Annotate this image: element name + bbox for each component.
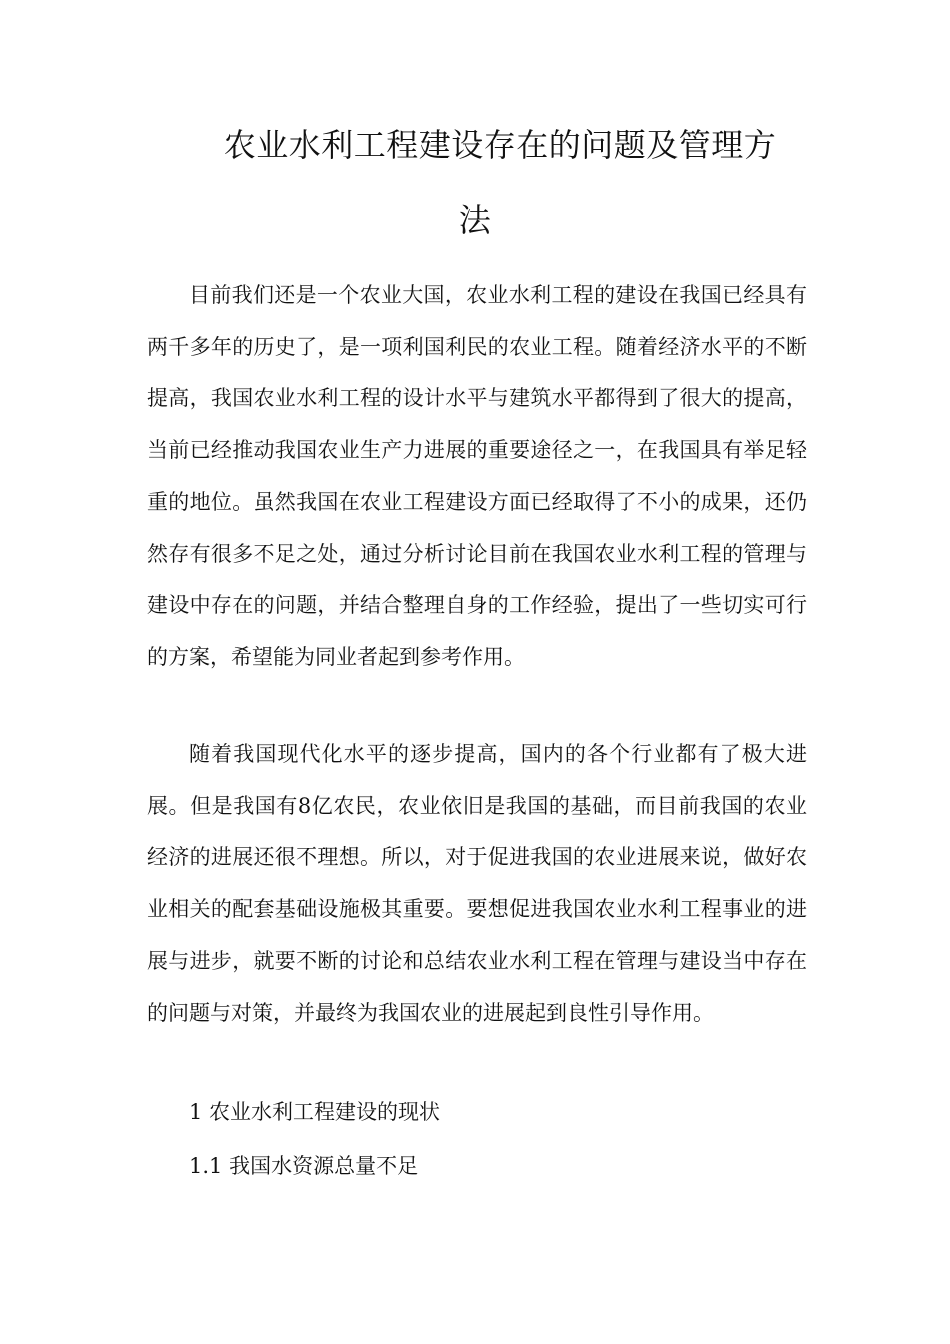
intro-paragraph: 目前我们还是一个农业大国，农业水利工程的建设在我国已经具有两千多年的历史了，是一项利国利民的农业工程。随着经济水平的不断提高，我国农业水利工程的设计水平与建筑水平都得到了很大的提高，当前已经推动我国农业生产力进展的重要途径之一，在我国具有举足轻重的地位。虽然我国在农业工程建设方面已经取得了不小的成果，还仍然存有很多不足之处，通过分析讨论目前在我国农业水利工程的管理与建设中存在的问题，并结合整理自身的工作经验，提出了一些切实可行的方案，希望能为同业者起到参考作用。 [147,283,807,669]
document-title-line2: 法 [458,201,492,239]
section-heading: 1 农业水利工程建设的现状 [189,1100,441,1124]
background-paragraph: 随着我国现代化水平的逐步提高，国内的各个行业都有了极大进展。但是我国有8亿农民，农业依旧是我国的基础，而目前我国的农业经济的进展还很不理想。所以，对于促进我国的农业进展来说，做好农业相关的配套基础设施极其重要。要想促进我国农业水利工程事业的进展与进步，就要不断的讨论和总结农业水利工程在管理与建设当中存在的问题与对策，并最终为我国农业的进展起到良性引导作用。 [147,742,807,1025]
document-title-line1: 农业水利工程建设存在的问题及管理方 [223,126,777,164]
subsection-heading: 1.1 我国水资源总量不足 [189,1154,419,1178]
